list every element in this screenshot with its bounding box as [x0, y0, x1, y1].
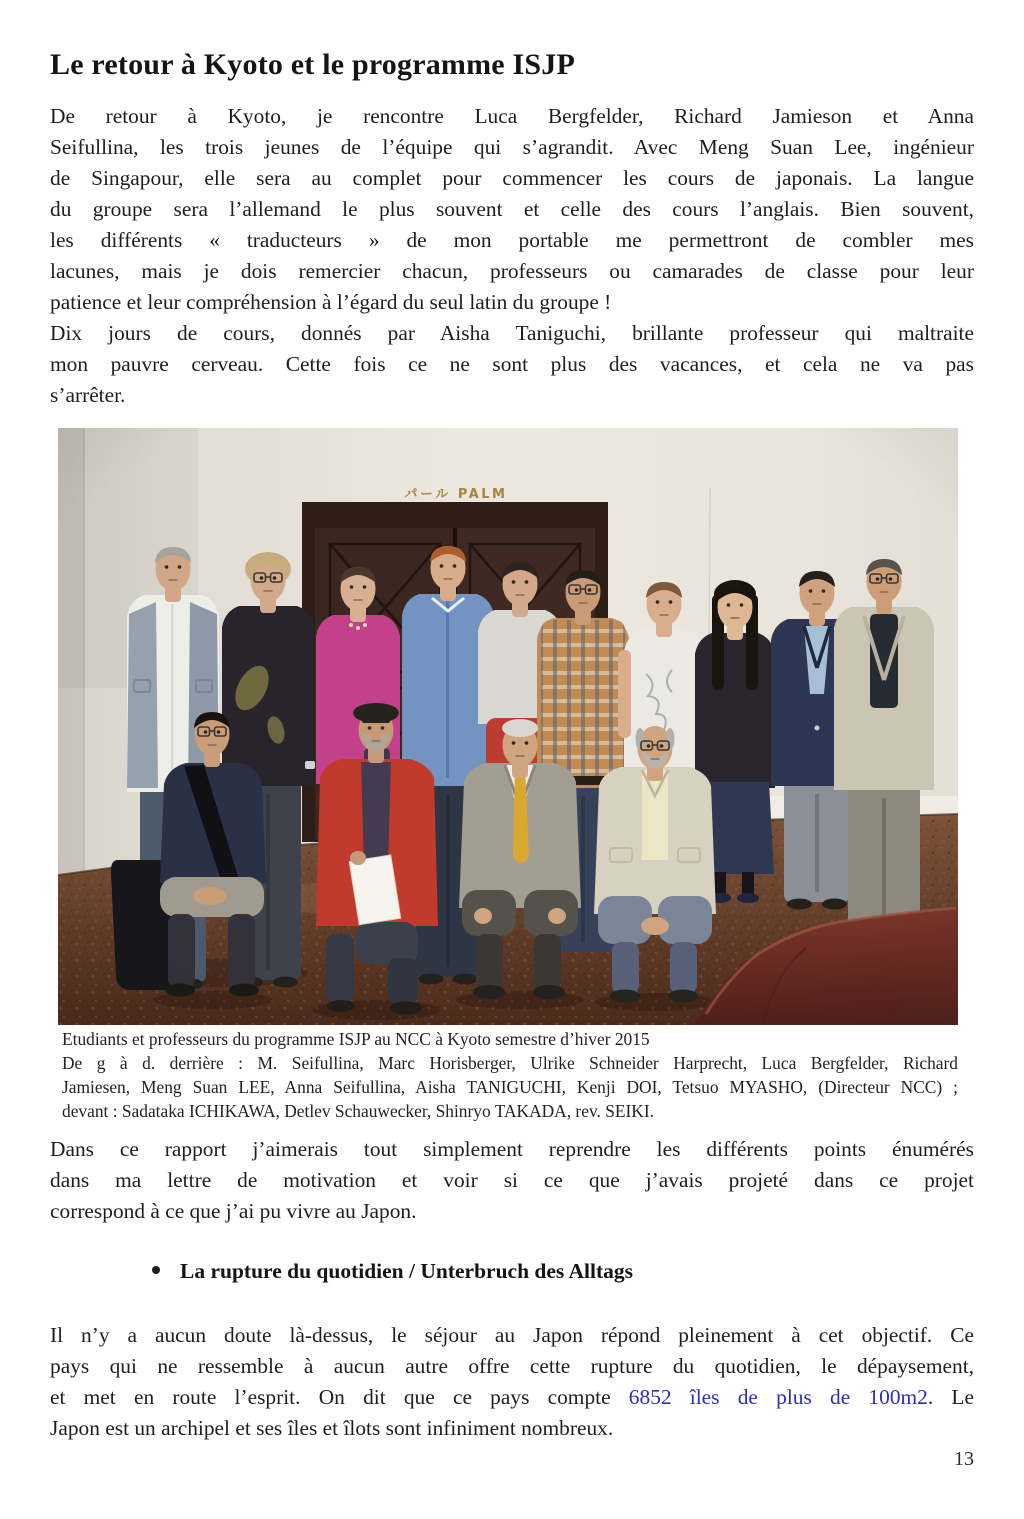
- text-line: patience et leur compréhension à l’égard du seul latin du groupe !: [50, 290, 612, 314]
- text-line: De g à d. derrière : M. Seifullina, Marc Horisberger, Ulrike Schneider Harprecht, Luca Bergfelder, Richard: [62, 1053, 958, 1073]
- text-line: de Singapour, elle sera au complet pour commencer les cours de japonais. La langue: [50, 166, 974, 190]
- text-line: s’arrêter.: [50, 383, 126, 407]
- text-line: [50, 1382, 974, 1413]
- text-line: Dix jours de cours, donnés par Aisha Taniguchi, brillante professeur qui maltraite: [50, 321, 974, 345]
- text-segment: et met en route l’esprit. On dit que ce pays compte: [50, 1385, 629, 1409]
- bullet-heading-text: La rupture du quotidien / Unterbruch des Alltags: [180, 1259, 633, 1283]
- paragraph-islands: [50, 1320, 974, 1444]
- text-line: Seifullina, les trois jeunes de l’équipe qui s’agrandit. Avec Meng Suan Lee, ingénieur: [50, 135, 974, 159]
- islands-link[interactable]: 6852 îles de plus de 100m2: [628, 1385, 928, 1409]
- text-line: dans ma lettre de motivation et voir si ce que j’avais projeté dans ce projet: [50, 1168, 974, 1192]
- text-line: correspond à ce que j’ai pu vivre au Japon.: [50, 1199, 417, 1223]
- text-line: Dans ce rapport j’aimerais tout simplement reprendre les différents points énumérés: [50, 1137, 974, 1161]
- text-line: pays qui ne ressemble à aucun autre offre cette rupture du quotidien, le dépaysement,: [50, 1354, 974, 1378]
- text-line: Japon est un archipel et ses îles et îlots sont infiniment nombreux.: [50, 1416, 614, 1440]
- text-line: Il n’y a aucun doute là-dessus, le séjour au Japon répond pleinement à cet objectif. Ce: [50, 1323, 974, 1347]
- photo-caption: [62, 1027, 958, 1123]
- text-line: lacunes, mais je dois remercier chacun, professeurs ou camarades de classe pour leur: [50, 259, 974, 283]
- text-line: De retour à Kyoto, je rencontre Luca Bergfelder, Richard Jamieson et Anna: [50, 104, 974, 128]
- text-line: les différents « traducteurs » de mon portable me permettront de combler mes: [50, 228, 974, 252]
- bullet-heading: [50, 1256, 974, 1287]
- text-line: du groupe sera l’allemand le plus souvent et celle des cours l’anglais. Bien souvent,: [50, 197, 974, 221]
- page-title: Le retour à Kyoto et le programme ISJP: [50, 48, 575, 81]
- bullet-icon: [152, 1266, 160, 1274]
- group-photo: [58, 428, 958, 1025]
- text-line: devant : Sadataka ICHIKAWA, Detlev Schauwecker, Shinryo TAKADA, rev. SEIKI.: [62, 1101, 654, 1121]
- paragraph-courses: [50, 318, 974, 411]
- paragraph-intro: [50, 101, 974, 318]
- paragraph-report: [50, 1134, 974, 1227]
- group-photo-svg: [58, 428, 958, 1025]
- text-line: Jamiesen, Meng Suan LEE, Anna Seifullina, Aisha TANIGUCHI, Kenji DOI, Tetsuo MYASHO, (Directeur NCC) ;: [62, 1077, 958, 1097]
- page-number: 13: [954, 1448, 974, 1470]
- text-segment: . Le: [927, 1385, 974, 1409]
- caption-title: Etudiants et professeurs du programme ISJP au NCC à Kyoto semestre d’hiver 2015: [62, 1029, 650, 1049]
- text-line: mon pauvre cerveau. Cette fois ce ne sont plus des vacances, et cela ne va pas: [50, 352, 974, 376]
- caption-names: [62, 1051, 958, 1123]
